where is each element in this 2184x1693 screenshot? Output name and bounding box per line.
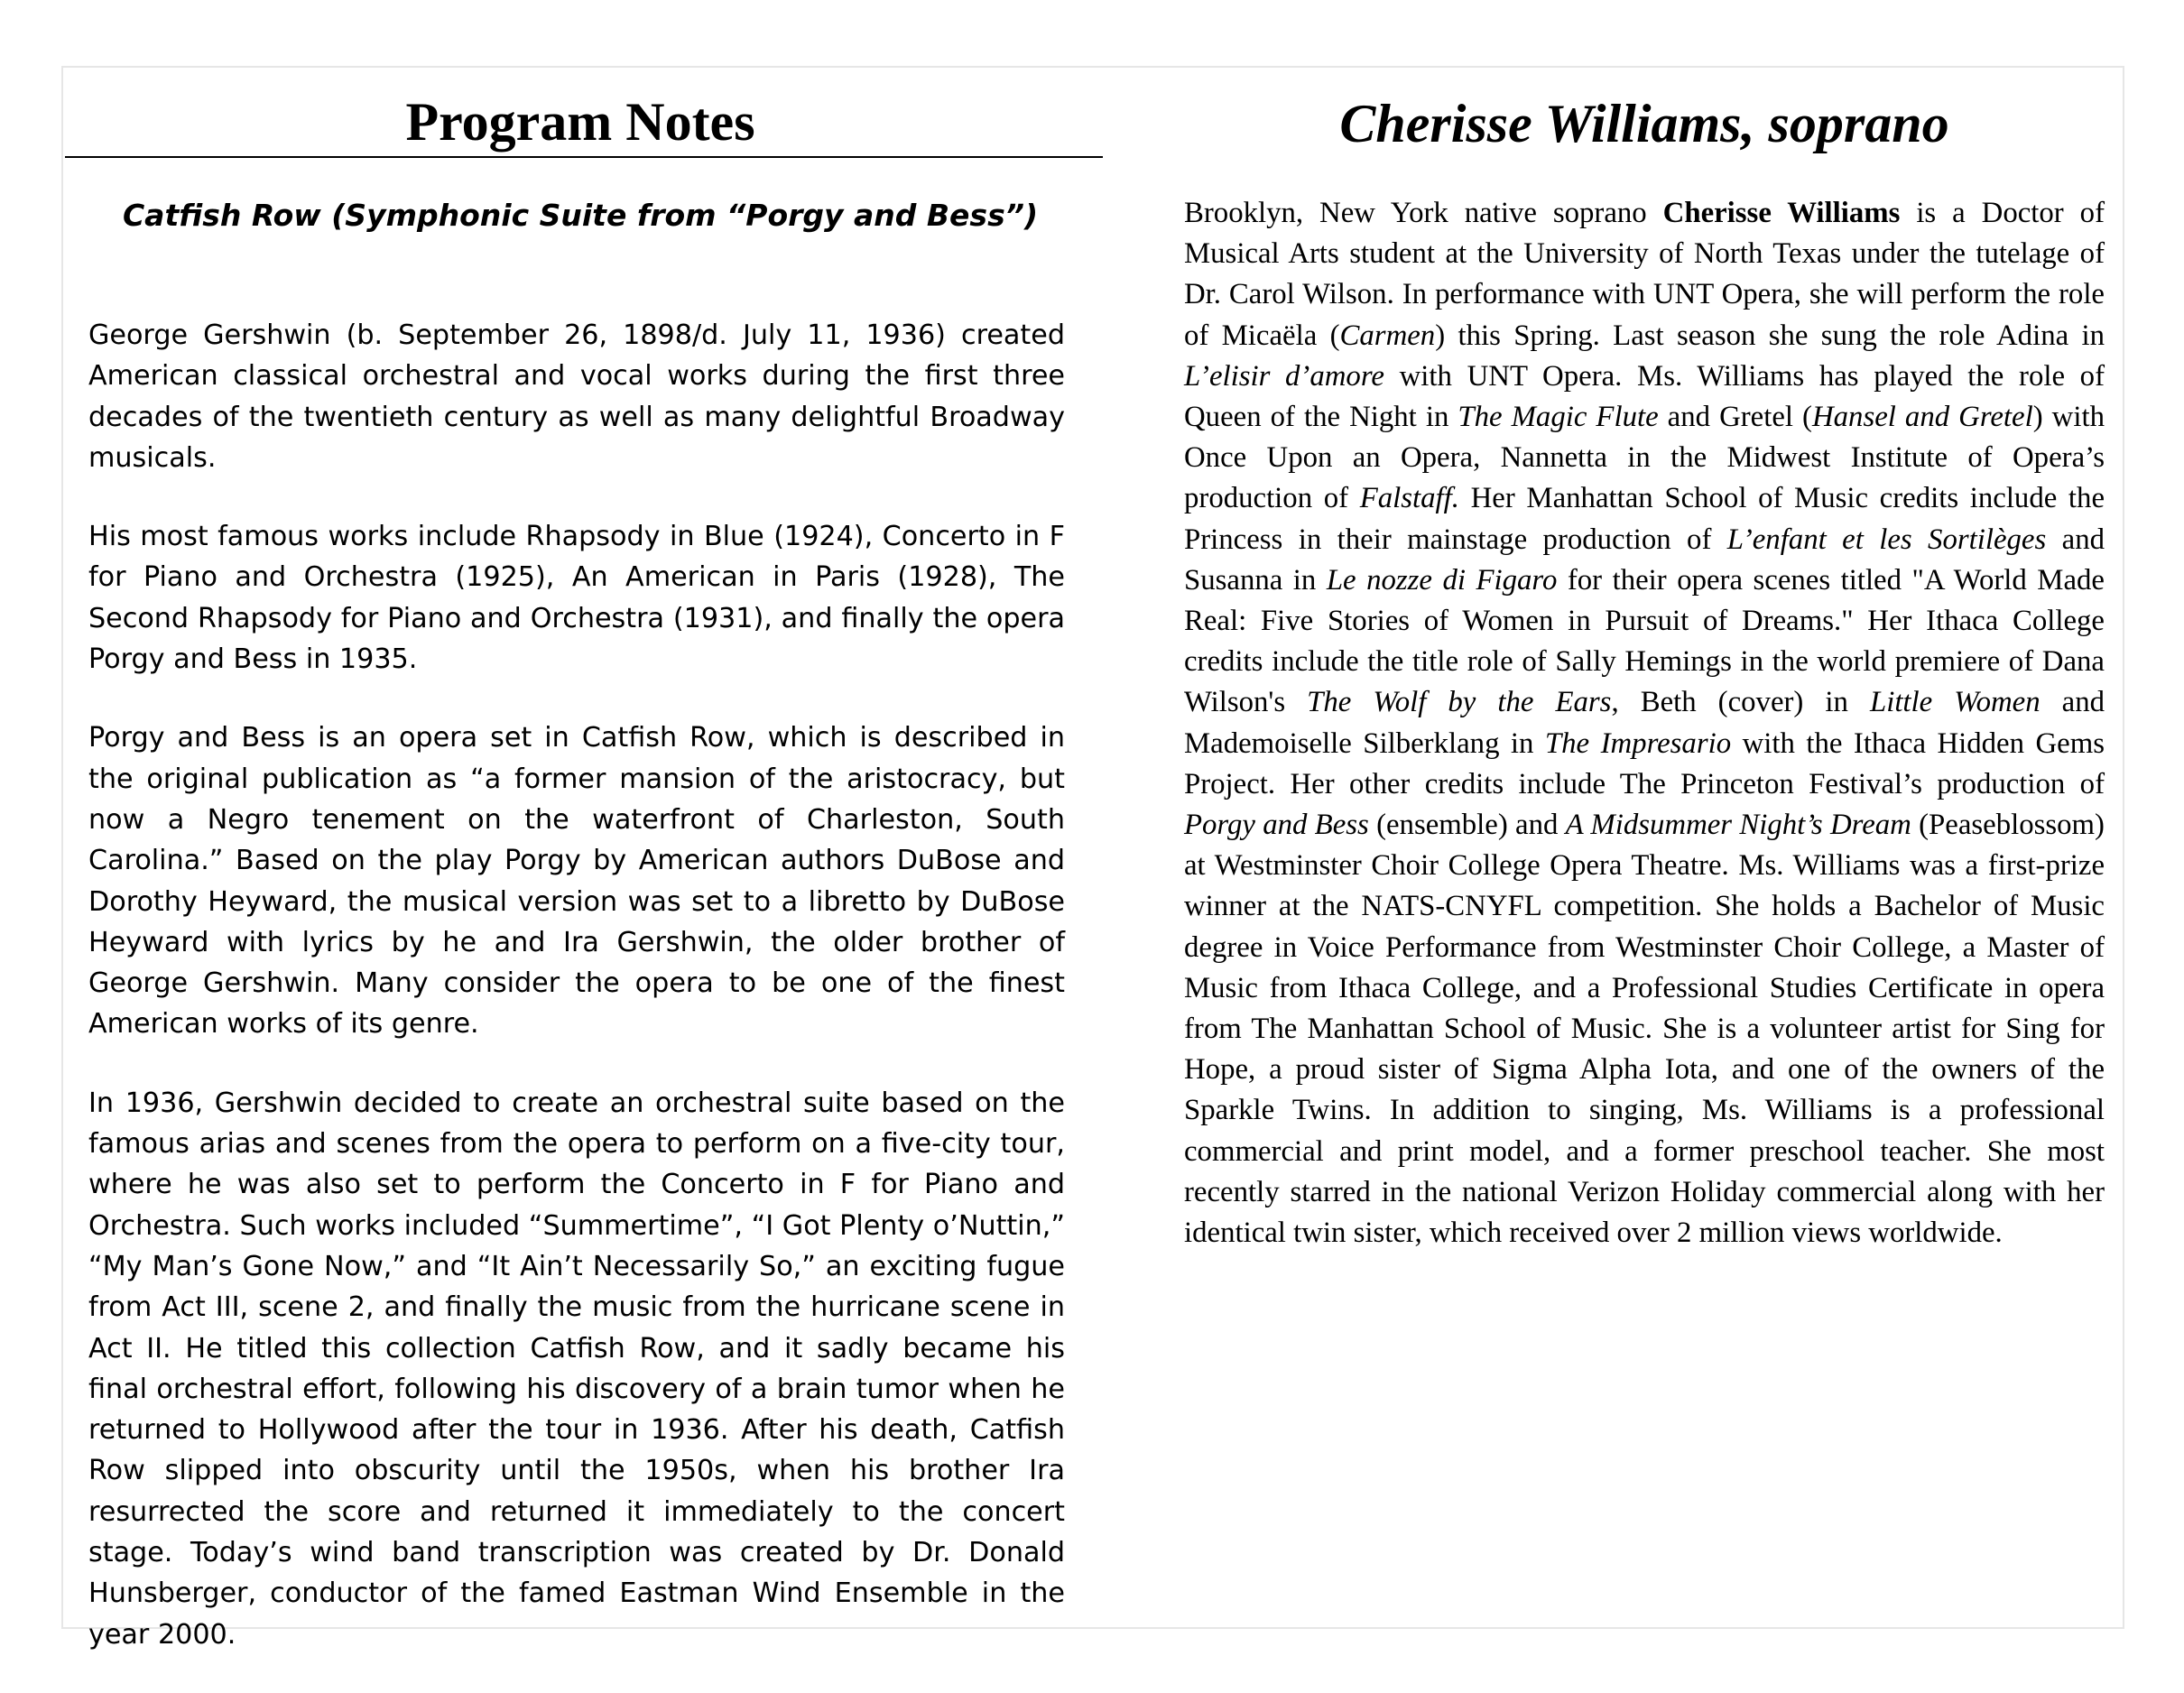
work-title: Falstaff.: [1359, 482, 1459, 515]
work-title: The Impresario: [1544, 726, 1732, 760]
work-title: Porgy and Bess: [1184, 809, 1369, 842]
performer-name: Cherisse Williams: [1662, 197, 1901, 229]
bio-text: with the Ithaca Hidden Gems Project. Her other credits include The Princeton Festival’s production of: [1184, 726, 2105, 800]
bio-text: with UNT Opera. Ms. Williams has played the role of Queen of the Night in: [1184, 359, 2105, 434]
bio-text: , Beth (cover) in: [1611, 686, 1870, 719]
work-title: L’enfant et les Sortilèges: [1726, 523, 2047, 556]
work-title: The Magic Flute: [1458, 401, 1659, 434]
program-notes-body: [88, 315, 1065, 1693]
paragraph-intro: George Gershwin (b. September 26, 1898/d. July 11, 1936) created American classical orchestral and vocal works during the first three decades of the twentieth century as well as many delightful Broadway musicals.: [88, 319, 1065, 474]
piece-subtitle: Catfish Row (Symphonic Suite from “Porgy and Bess”): [122, 198, 1039, 233]
work-title: The Wolf by the Ears: [1307, 686, 1612, 719]
bio-text: for their opera scenes titled "A World Made Real: Five Stories of Women in Pursuit of Dreams." Her Ithaca College credits include the title role of Sally Hemings in the world premiere of Dana Wilson's: [1184, 563, 2105, 719]
bio-text: is a Doctor of Musical Arts student at the University of North Texas under the tutelage of Dr. Carol Wilson. In performance with UNT Opera, she will perform the role of Micaëla (: [1184, 197, 2105, 352]
work-title: Hansel and Gretel: [1811, 401, 2033, 434]
bio-body: [1184, 193, 2105, 1254]
bio-text: and Gretel (: [1658, 401, 1812, 434]
work-title: Le nozze di Figaro: [1326, 563, 1558, 597]
paragraph-opera-setting: Porgy and Bess is an opera set in Catfish Row, which is described in the original publication as “a former mansion of the aristocracy, but now a Negro tenement on the waterfront of Charleston, South Carolina.” Based on the play Porgy by American authors DuBose and Dorothy Heyward, the musical version was set to a libretto by DuBose Heyward with lyrics by he and Ira Gershwin, the older brother of George Gershwin. Many consider the opera to be one of the finest American works of its genre.: [88, 722, 1065, 1041]
bio-text: ) this Spring. Last season she sung the role Adina in: [1435, 319, 2105, 352]
bio-text: ) with Once Upon an Opera, Nannetta in the Midwest Institute of Opera’s production of: [1184, 401, 2105, 515]
work-title: Little Women: [1869, 686, 2041, 719]
paragraph-famous-works: His most famous works include Rhapsody in Blue (1924), Concerto in F for Piano and Orchestra (1925), An American in Paris (1928), The Second Rhapsody for Piano and Orchestra (1931), and finally the opera Porgy and Bess in 1935.: [88, 521, 1065, 676]
bio-text: and Mademoiselle Silberklang in: [1184, 686, 2105, 760]
bio-title: Cherisse Williams, soprano: [1339, 94, 1949, 153]
bio-text: Brooklyn, New York native soprano: [1184, 197, 1663, 229]
bio-paragraph: [1184, 193, 2105, 1254]
title-underline-rule: [65, 156, 1103, 158]
bio-text: (Peaseblossom) at Westminster Choir College Opera Theatre. Ms. Williams was a first-prize winner at the NATS-CNYFL competition. She holds a Bachelor of Music degree in Voice Performance from Westminster Choir College, a Master of Music from Ithaca College, and a Professional Studies Certificate in opera from The Manhattan School of Music. She is a volunteer artist for Sing for Hope, a proud sister of Sigma Alpha Iota, and one of the owners of the Sparkle Twins. In addition to singing, Ms. Williams is a professional commercial and print model, and a former preschool teacher. She most recently starred in the national Verizon Holiday commercial along with her identical twin sister, which received over 2 million views worldwide.: [1184, 809, 2105, 1250]
bio-text: Her Manhattan School of Music credits include the Princess in their mainstage production of: [1184, 482, 2105, 556]
work-title: A Midsummer Night’s Dream: [1565, 809, 1911, 842]
bio-text: and Susanna in: [1184, 523, 2105, 597]
work-title: L’elisir d’amore: [1184, 359, 1384, 393]
bio-text: (ensemble) and: [1368, 809, 1566, 842]
work-title: Carmen: [1339, 319, 1436, 352]
paragraph-suite-history: In 1936, Gershwin decided to create an orchestral suite based on the famous arias and scenes from the opera to perform on a five-city tour, where he was also set to perform the Concerto in F for Piano and Orchestra. Such works included “Summertime”, “I Got Plenty o’Nuttin,” “My Man’s Gone Now,” and “It Ain’t Necessarily So,” an exciting fugue from Act III, scene 2, and finally the music from the hurricane scene in Act II. He titled this collection Catfish Row, and it sadly became his final orchestral effort, following his discovery of a brain tumor when he returned to Hollywood after the tour in 1936. After his death, Catfish Row slipped into obscurity until the 1950s, when his brother Ira resurrected the score and returned it immediately to the concert stage. Today’s wind band transcription was created by Dr. Donald Hunsberger, conductor of the famed Eastman Wind Ensemble in the year 2000.: [88, 1087, 1065, 1651]
program-notes-title: Program Notes: [405, 92, 755, 152]
